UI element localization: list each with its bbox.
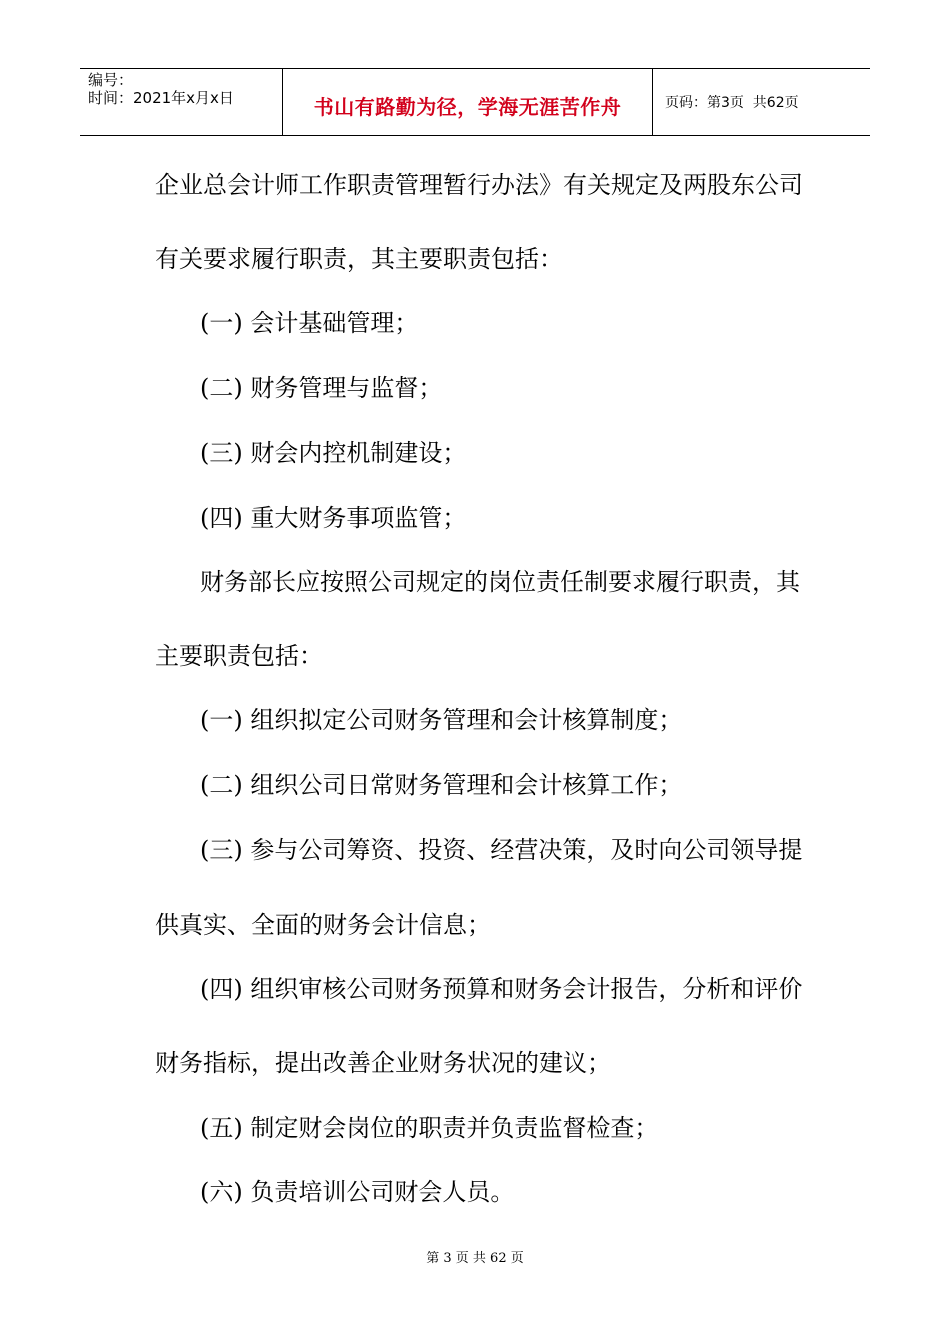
body-list-item: (四) 组织审核公司财务预算和财务会计报告，分析和评价: [200, 975, 803, 1003]
header-page-cell: [653, 69, 870, 135]
body-list-item: (二) 财务管理与监督；: [200, 374, 443, 402]
page-header: [80, 68, 870, 136]
body-list-item: (四) 重大财务事项监管；: [200, 504, 467, 532]
header-page-code: 页码：第3页 共62页: [665, 95, 799, 111]
body-list-item: (五) 制定财会岗位的职责并负责监督检查；: [200, 1114, 659, 1142]
body-line: 企业总会计师工作职责管理暂行办法》有关规定及两股东公司: [155, 171, 803, 199]
body-list-item: (一) 会计基础管理；: [200, 309, 419, 337]
body-list-item: (三) 参与公司筹资、投资、经营决策，及时向公司领导提: [200, 836, 803, 864]
body-list-item: (三) 财会内控机制建设；: [200, 439, 467, 467]
document-number-label: 编号：: [88, 71, 134, 89]
body-line: 供真实、全面的财务会计信息；: [155, 911, 491, 939]
body-list-item: (二) 组织公司日常财务管理和会计核算工作；: [200, 771, 683, 799]
header-motto: 书山有路勤为径，学海无涯苦作舟: [313, 94, 622, 119]
body-list-item: (一) 组织拟定公司财务管理和会计核算制度；: [200, 706, 683, 734]
header-meta-cell: [80, 69, 283, 135]
body-line: 有关要求履行职责，其主要职责包括：: [155, 245, 563, 273]
body-line: 财务部长应按照公司规定的岗位责任制要求履行职责，其: [200, 568, 800, 596]
body-line: 财务指标，提出改善企业财务状况的建议；: [155, 1049, 611, 1077]
body-list-item: (六) 负责培训公司财会人员。: [200, 1178, 515, 1206]
body-line: 主要职责包括：: [155, 642, 323, 670]
header-motto-cell: [283, 69, 653, 135]
document-time-label: 时间：2021年x月x日: [88, 89, 234, 107]
page-footer: 第 3 页 共 62 页: [426, 1251, 524, 1266]
